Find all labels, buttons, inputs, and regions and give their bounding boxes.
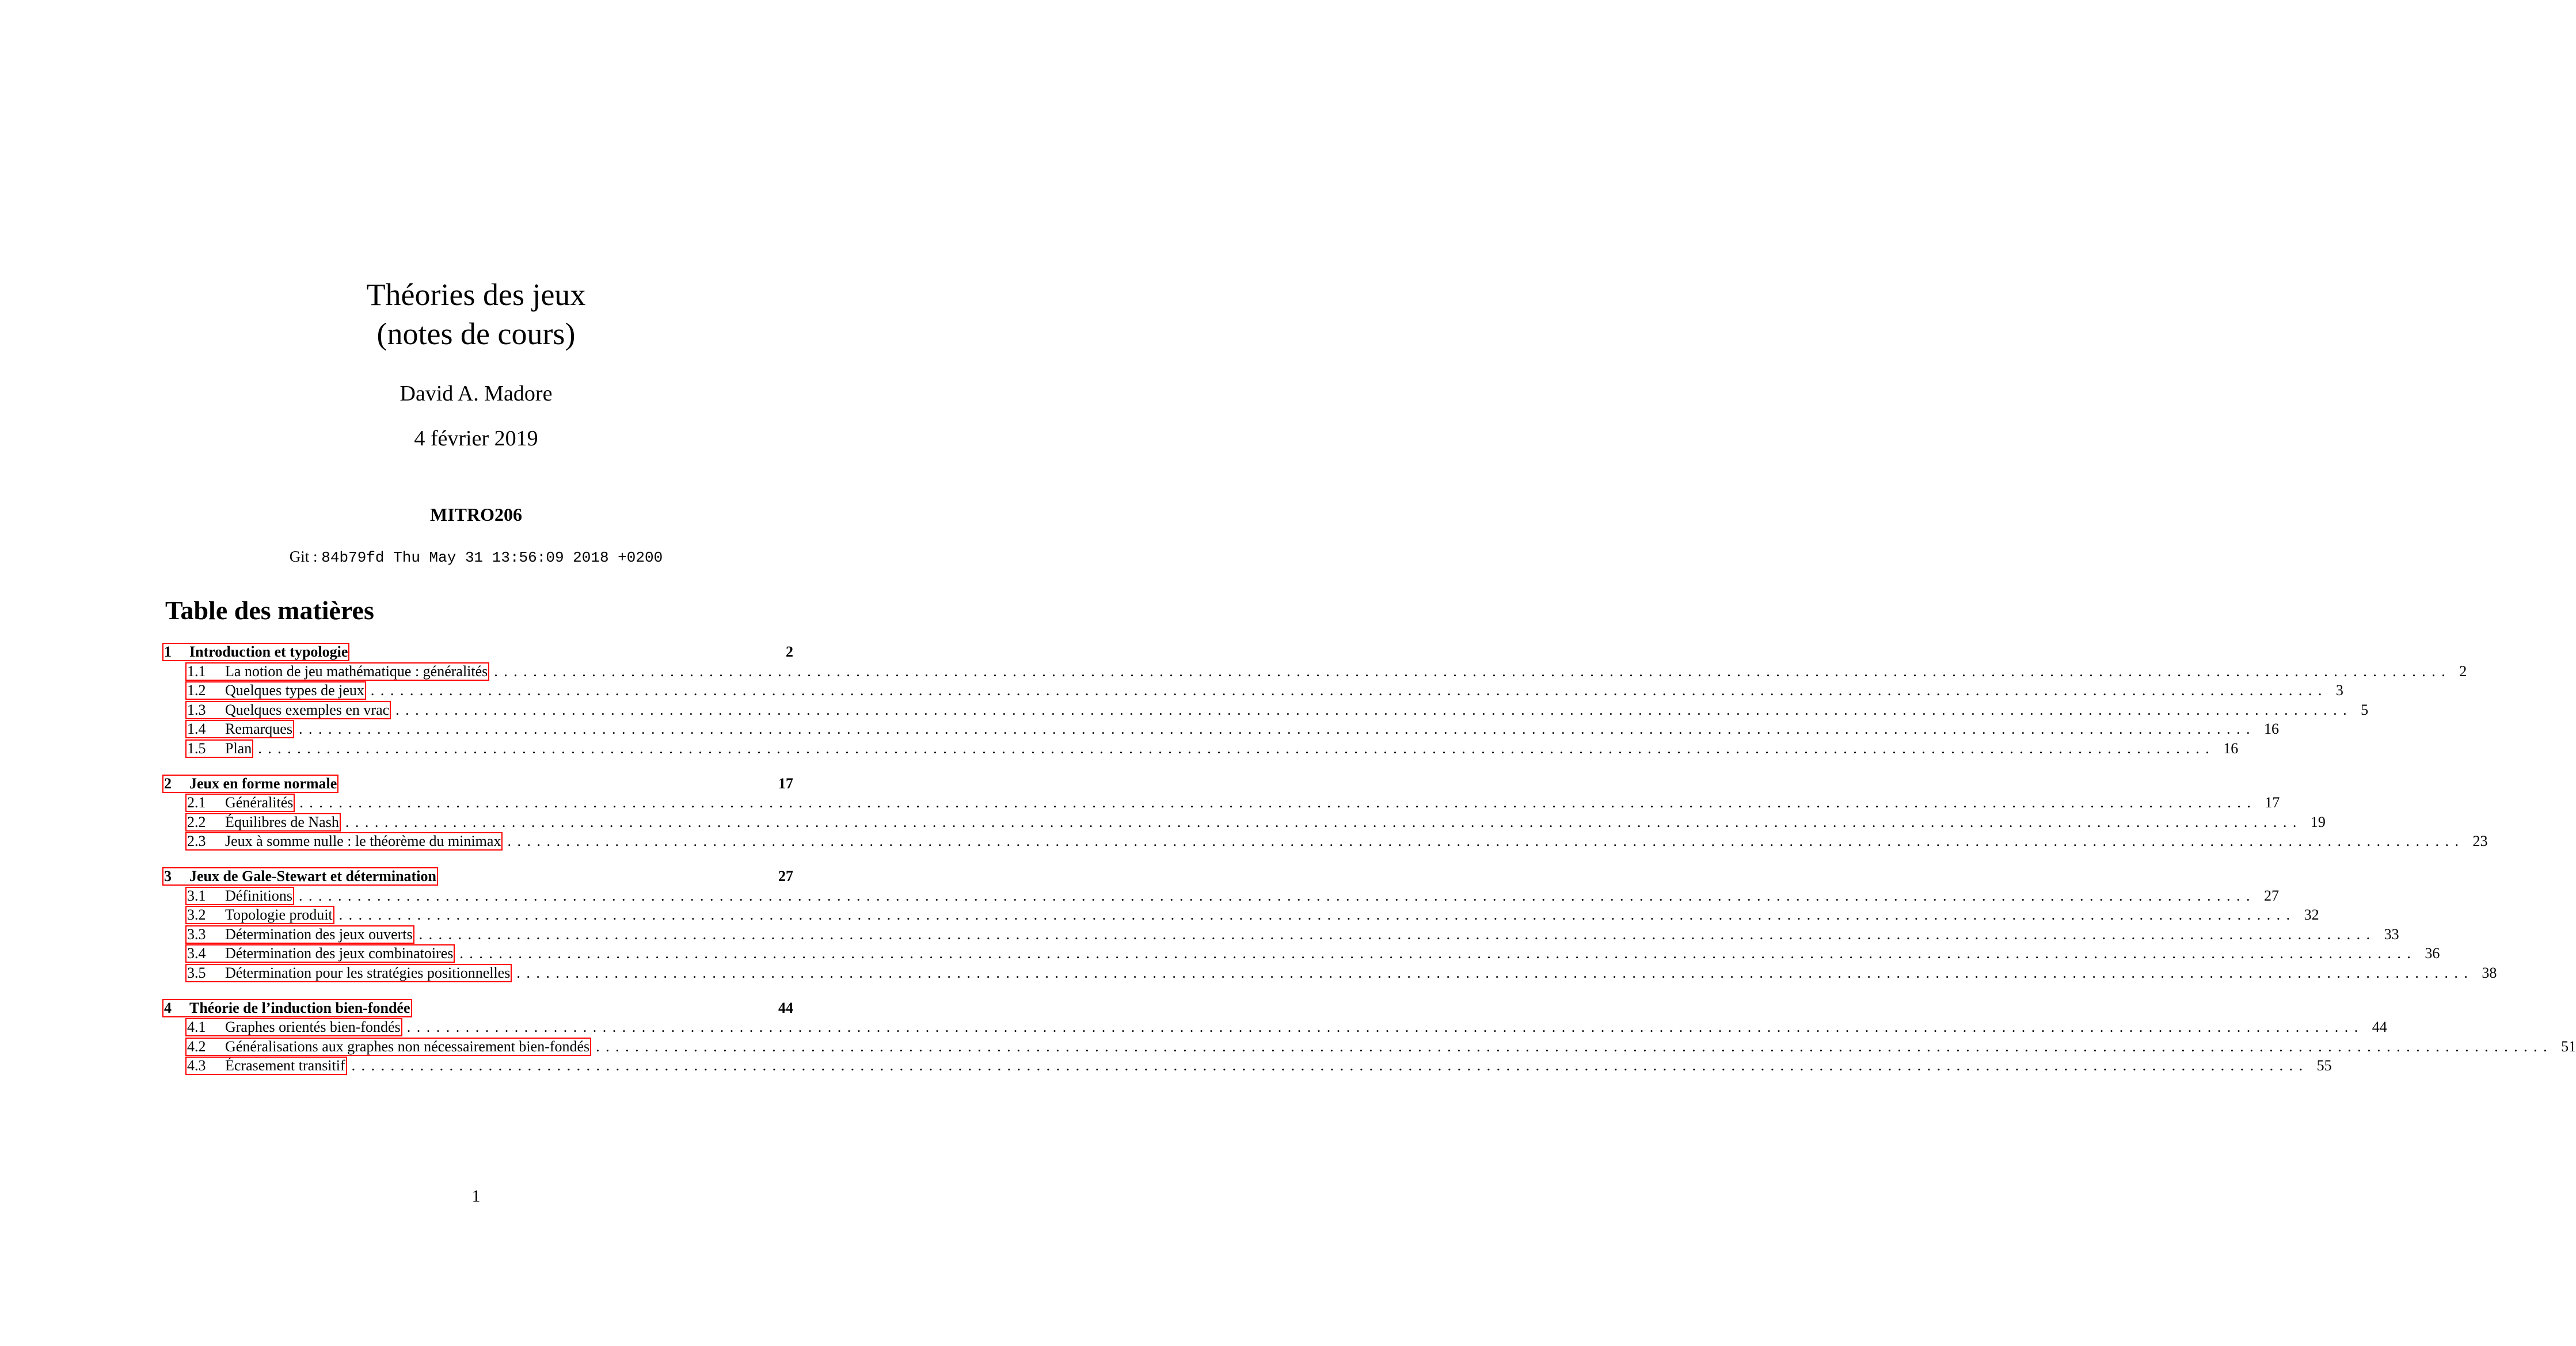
toc-subsection-title: Graphes orientés bien-fondés (225, 1019, 401, 1036)
toc-leader-dots: ........................................................................................................................................................................................................ (494, 662, 2452, 680)
toc-subsection-link[interactable] (187, 664, 488, 680)
toc-page-number: 16 (2263, 720, 2279, 738)
author: David A. Madore (399, 382, 553, 406)
toc-subsection-title: Topologie produit (225, 906, 333, 924)
document-title (0, 275, 952, 353)
toc-subsection-title: Généralisations aux graphes non nécessairement bien-fondés (225, 1038, 590, 1055)
toc-leader-dots: ........................................................................................................................................................................................................ (418, 925, 2376, 943)
toc-page-number: 2 (2459, 662, 2467, 680)
toc-page-number: 19 (2310, 813, 2326, 830)
toc-subsection-row (163, 1056, 2332, 1076)
toc-subsection-link[interactable] (187, 945, 454, 962)
toc-subsection-link[interactable] (187, 926, 413, 943)
toc-leader-dots: ........................................................................................................................................................................................................ (459, 945, 2417, 962)
toc-section-title: Introduction et typologie (189, 643, 348, 660)
toc-section-number: 2 (164, 775, 172, 792)
toc-subsection-row (163, 925, 2399, 944)
toc-subsection-number: 4.1 (187, 1019, 206, 1036)
toc-section (163, 998, 2576, 1076)
toc-subsection-link[interactable] (187, 741, 252, 757)
toc-subsection-number: 3.1 (187, 887, 206, 904)
toc-subsection-link[interactable] (187, 1039, 590, 1055)
toc-subsection-title: Écrasement transitif (225, 1057, 345, 1074)
toc-page-number: 32 (2304, 906, 2319, 924)
toc-subsection-number: 1.3 (187, 701, 206, 718)
toc-subsection-link[interactable] (187, 795, 294, 811)
toc-subsection-row (163, 944, 2440, 963)
toc-subsection-title: Détermination des jeux ouverts (225, 925, 413, 943)
toc-section-title: Jeux de Gale-Stewart et détermination (189, 867, 436, 884)
toc-subsection-title: Équilibres de Nash (225, 813, 339, 830)
toc-page-number: 55 (2316, 1057, 2332, 1074)
toc-subsection-title: La notion de jeu mathématique : généralités (225, 662, 488, 680)
toc-subsection-row (163, 1017, 2387, 1037)
toc-section (163, 774, 2488, 851)
toc-leader-dots: ........................................................................................................................................................................................................ (395, 701, 2353, 718)
toc-subsection-title: Quelques exemples en vrac (225, 701, 390, 718)
toc-subsection-number: 3.5 (187, 964, 206, 981)
toc-subsection-link[interactable] (187, 682, 365, 699)
toc-subsection-number: 1.1 (187, 662, 206, 680)
toc-subsection-row (163, 739, 2239, 758)
table-of-contents (163, 642, 2576, 1091)
toc-page-number: 23 (2472, 833, 2488, 850)
toc-leader-dots: ........................................................................................................................................................................................................ (299, 887, 2256, 904)
toc-subsection-title: Quelques types de jeux (225, 682, 364, 699)
toc-subsection-row (163, 963, 2497, 983)
toc-page-number: 3 (2335, 682, 2343, 699)
toc-leader-dots: ........................................................................................................................................................................................................ (338, 906, 2296, 924)
git-label: Git : (289, 548, 318, 565)
toc-page-number: 27 (778, 867, 793, 884)
toc-subsection-link[interactable] (187, 965, 511, 981)
page-number: 1 (471, 1187, 481, 1206)
toc-page-number: 5 (2361, 701, 2369, 718)
toc-leader-dots: ........................................................................................................................................................................................................ (345, 813, 2303, 830)
toc-subsection-number: 4.2 (187, 1038, 206, 1055)
toc-page-number: 33 (2384, 925, 2399, 943)
toc-subsection-link[interactable] (187, 833, 501, 849)
course-code: MITRO206 (430, 504, 522, 525)
toc-subsection-link[interactable] (187, 907, 333, 923)
toc-subsection-title: Remarques (225, 720, 292, 738)
toc-subsection-number: 1.4 (187, 720, 206, 738)
toc-subsection-number: 4.3 (187, 1057, 206, 1074)
toc-page-number: 51 (2561, 1038, 2576, 1055)
toc-section-number: 3 (164, 867, 172, 884)
toc-section-row (163, 642, 793, 662)
toc-page-number: 16 (2223, 739, 2239, 757)
toc-page-number: 44 (778, 999, 793, 1016)
toc-subsection-number: 1.5 (187, 739, 206, 757)
toc-section (163, 867, 2497, 983)
toc-section-title: Jeux en forme normale (189, 775, 337, 792)
toc-leader-dots: ........................................................................................................................................................................................................ (406, 1019, 2364, 1036)
toc-heading: Table des matières (165, 596, 374, 625)
toc-subsection-number: 1.2 (187, 682, 206, 699)
toc-subsection-row (163, 886, 2279, 906)
toc-subsection-link[interactable] (187, 702, 390, 718)
title-line-2: (notes de cours) (376, 317, 576, 351)
toc-page-number: 27 (2264, 887, 2279, 904)
toc-subsection-link[interactable] (187, 1019, 401, 1035)
toc-subsection-number: 2.3 (187, 833, 206, 850)
toc-subsection-row (163, 662, 2467, 681)
toc-subsection-number: 3.3 (187, 925, 206, 943)
toc-subsection-title: Détermination des jeux combinatoires (225, 945, 454, 962)
toc-leader-dots: ........................................................................................................................................................................................................ (298, 720, 2256, 738)
toc-section (163, 642, 2467, 758)
toc-leader-dots: ........................................................................................................................................................................................................ (258, 739, 2216, 757)
toc-subsection-title: Détermination pour les stratégies positionnelles (225, 964, 511, 981)
toc-section-link[interactable] (163, 1000, 411, 1016)
toc-subsection-title: Généralités (225, 794, 294, 811)
toc-leader-dots: ........................................................................................................................................................................................................ (299, 794, 2257, 811)
toc-subsection-number: 2.2 (187, 813, 206, 830)
toc-leader-dots: ........................................................................................................................................................................................................ (351, 1057, 2309, 1074)
toc-subsection-title: Définitions (225, 887, 292, 904)
toc-section-number: 1 (164, 643, 172, 660)
toc-subsection-title: Plan (225, 739, 252, 757)
toc-subsection-row (163, 813, 2326, 832)
toc-page-number: 17 (778, 775, 793, 792)
toc-subsection-row (163, 793, 2280, 813)
toc-subsection-row (163, 719, 2279, 739)
date: 4 février 2019 (414, 426, 538, 451)
toc-page-number: 2 (786, 643, 793, 660)
toc-section-row (163, 774, 793, 794)
git-info (0, 548, 952, 566)
toc-leader-dots: ........................................................................................................................................................................................................ (596, 1038, 2554, 1055)
toc-page-number: 17 (2265, 794, 2280, 811)
toc-subsection-row (163, 700, 2369, 720)
toc-subsection-link[interactable] (187, 1058, 346, 1074)
toc-subsection-row (163, 832, 2488, 851)
toc-page-number: 38 (2482, 964, 2497, 981)
toc-subsection-title: Jeux à somme nulle : le théorème du minimax (225, 833, 501, 850)
toc-subsection-row (163, 905, 2319, 925)
toc-subsection-link[interactable] (187, 721, 293, 737)
toc-page-number: 36 (2425, 945, 2440, 962)
toc-page-number: 44 (2372, 1019, 2387, 1036)
toc-section-row (163, 998, 793, 1018)
toc-section-row (163, 867, 793, 886)
toc-leader-dots: ........................................................................................................................................................................................................ (516, 964, 2474, 981)
toc-section-link[interactable] (163, 868, 437, 884)
git-value: 84b79fd Thu May 31 13:56:09 2018 +0200 (321, 549, 663, 566)
toc-leader-dots: ........................................................................................................................................................................................................ (370, 682, 2328, 699)
toc-subsection-number: 3.4 (187, 945, 206, 962)
toc-subsection-number: 3.2 (187, 906, 206, 924)
toc-subsection-number: 2.1 (187, 794, 206, 811)
title-line-1: Théories des jeux (366, 277, 586, 312)
toc-subsection-row (163, 1037, 2576, 1057)
toc-leader-dots: ........................................................................................................................................................................................................ (507, 833, 2465, 850)
toc-section-link[interactable] (163, 644, 348, 660)
toc-subsection-row (163, 681, 2343, 700)
toc-section-number: 4 (164, 999, 172, 1016)
toc-subsection-link[interactable] (187, 814, 340, 830)
toc-subsection-link[interactable] (187, 888, 293, 904)
toc-section-link[interactable] (163, 776, 337, 792)
toc-section-title: Théorie de l’induction bien-fondée (189, 999, 410, 1016)
